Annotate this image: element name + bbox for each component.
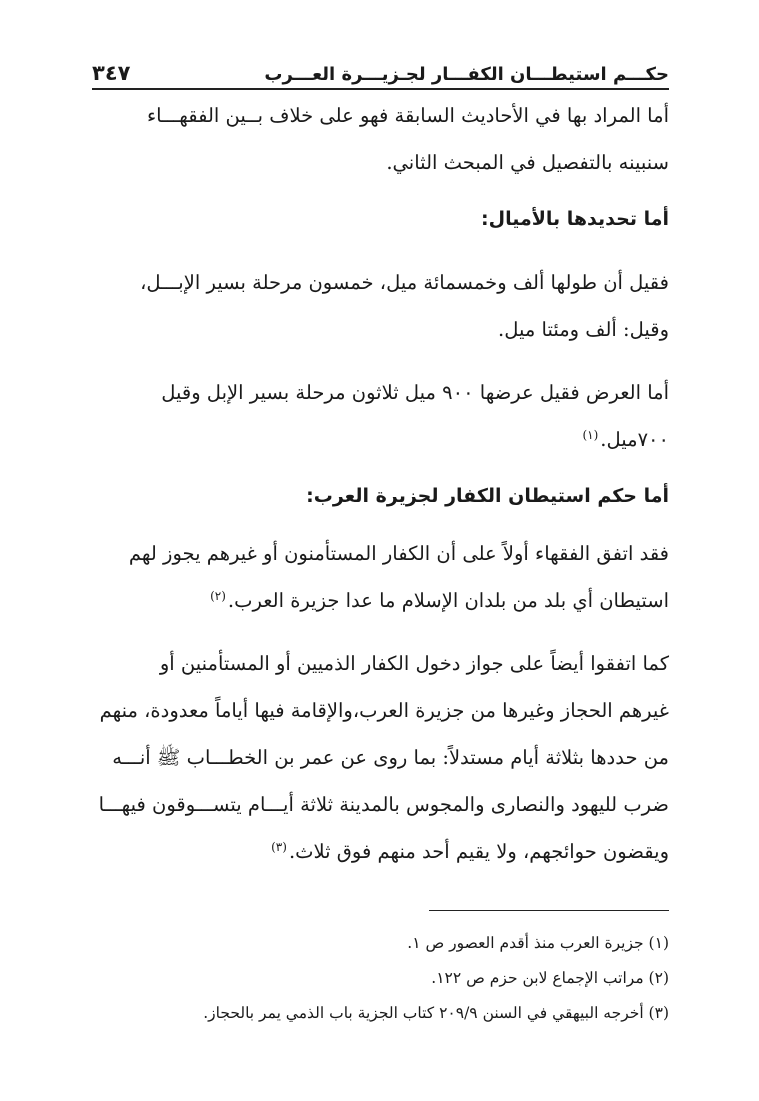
main-text bbox=[92, 92, 669, 875]
page-header bbox=[92, 52, 669, 90]
footnote: (١) جزيرة العرب منذ أقدم العصور ص ١. bbox=[407, 934, 669, 952]
paragraph-line: من حددها بثلاثة أيام مستدلاً: بما روى عن عمر بن الخطـــاب ﷺ أنـــه bbox=[112, 746, 669, 769]
footnote-separator bbox=[429, 910, 669, 911]
paragraph-text: استيطان أي بلد من بلدان الإسلام ما عدا جزيرة العرب. bbox=[227, 589, 669, 612]
footnote-reference: (١) bbox=[582, 427, 599, 442]
paragraph-line: أما العرض فقيل عرضها ٩٠٠ ميل ثلاثون مرحلة بسير الإبل وقيل bbox=[161, 381, 669, 404]
paragraph-line: وقيل: ألف ومئتا ميل. bbox=[498, 318, 669, 341]
paragraph-line: سنبينه بالتفصيل في المبحث الثاني. bbox=[386, 151, 669, 174]
footnotes bbox=[92, 926, 669, 1031]
paragraph-line: كما اتفقوا أيضاً على جواز دخول الكفار الذميين أو المستأمنين أو bbox=[159, 652, 669, 675]
section-heading: أما تحديدها بالأميال: bbox=[480, 208, 669, 230]
paragraph-line: فقيل أن طولها ألف وخمسمائة ميل، خمسون مرحلة بسير الإبـــل، bbox=[140, 271, 669, 294]
paragraph-line: غيرهم الحجاز وغيرها من جزيرة العرب،والإقامة فيها أياماً معدودة، منهم bbox=[99, 699, 669, 722]
paragraph-text: ٧٠٠ميل. bbox=[600, 428, 669, 451]
footnote: (٢) مراتب الإجماع لابن حزم ص ١٢٢. bbox=[431, 969, 669, 987]
section-heading: أما حكم استيطان الكفار لجزيرة العرب: bbox=[306, 485, 669, 507]
paragraph-line bbox=[92, 828, 669, 875]
paragraph-line: أما المراد بها في الأحاديث السابقة فهو على خلاف بــين الفقهـــاء bbox=[147, 104, 669, 127]
footnote: (٣) أخرجه البيهقي في السنن ٢٠٩/٩ كتاب الجزية باب الذمي يمر بالحجاز. bbox=[203, 1004, 669, 1022]
paragraph-text: ويقضون حوائجهم، ولا يقيم أحد منهم فوق ثلاث. bbox=[288, 840, 669, 863]
footnote-reference: (٢) bbox=[210, 588, 226, 603]
footnote-reference: (٣) bbox=[271, 839, 287, 854]
paragraph-line bbox=[92, 577, 669, 624]
page-number: ٣٤٧ bbox=[92, 61, 131, 85]
running-title: حكـــم استيطـــان الكفـــار لجـزيـــرة العـــرب bbox=[264, 64, 669, 85]
paragraph-line bbox=[92, 416, 669, 463]
paragraph-line: ضرب لليهود والنصارى والمجوس بالمدينة ثلاثة أيـــام يتســـوقون فيهـــا bbox=[98, 793, 669, 816]
paragraph-line: فقد اتفق الفقهاء أولاً على أن الكفار المستأمنون أو غيرهم يجوز لهم bbox=[128, 542, 669, 565]
